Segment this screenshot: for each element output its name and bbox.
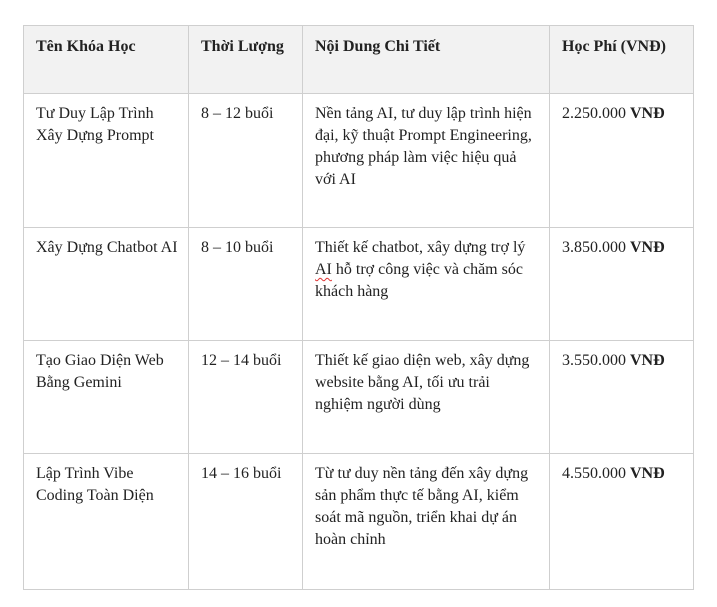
- course-table-container: [23, 25, 693, 590]
- cell-details: Từ tư duy nền tảng đến xây dựng sản phẩm thực tế bằng AI, kiểm soát mã nguồn, triển khai dự án hoàn chỉnh: [303, 454, 550, 590]
- cell-details: Thiết kế giao diện web, xây dựng website bằng AI, tối ưu trải nghiệm người dùng: [303, 341, 550, 454]
- header-course-name: Tên Khóa Học: [24, 26, 189, 94]
- cell-details: Nền tảng AI, tư duy lập trình hiện đại, kỹ thuật Prompt Engineering, phương pháp làm việc hiệu quả với AI: [303, 94, 550, 228]
- cell-duration: 8 – 10 buổi: [189, 228, 303, 341]
- fee-unit: VNĐ: [630, 465, 665, 482]
- header-fee: Học Phí (VNĐ): [550, 26, 694, 94]
- course-table: [23, 25, 694, 590]
- table-row: [24, 341, 694, 454]
- cell-details: [303, 228, 550, 341]
- table-header-row: [24, 26, 694, 94]
- cell-course-name: Lập Trình Vibe Coding Toàn Diện: [24, 454, 189, 590]
- table-row: [24, 228, 694, 341]
- fee-amount: 4.550.000: [562, 465, 626, 482]
- cell-fee: [550, 228, 694, 341]
- fee-amount: 2.250.000: [562, 105, 626, 122]
- table-row: [24, 454, 694, 590]
- spellcheck-flagged-word[interactable]: AI: [315, 261, 332, 278]
- table-row: [24, 94, 694, 228]
- cell-duration: 8 – 12 buổi: [189, 94, 303, 228]
- fee-unit: VNĐ: [630, 352, 665, 369]
- cell-fee: [550, 94, 694, 228]
- cell-course-name: Tạo Giao Diện Web Bằng Gemini: [24, 341, 189, 454]
- cell-course-name: Xây Dựng Chatbot AI: [24, 228, 189, 341]
- fee-amount: 3.850.000: [562, 239, 626, 256]
- cell-fee: [550, 454, 694, 590]
- fee-unit: VNĐ: [630, 239, 665, 256]
- details-text-start: Thiết kế chatbot, xây dựng trợ lý: [315, 239, 526, 256]
- cell-fee: [550, 341, 694, 454]
- cell-course-name: Tư Duy Lập Trình Xây Dựng Prompt: [24, 94, 189, 228]
- header-details: Nội Dung Chi Tiết: [303, 26, 550, 94]
- details-text-end: hỗ trợ công việc và chăm sóc khách hàng: [315, 261, 523, 300]
- cell-duration: 12 – 14 buổi: [189, 341, 303, 454]
- fee-unit: VNĐ: [630, 105, 665, 122]
- fee-amount: 3.550.000: [562, 352, 626, 369]
- cell-duration: 14 – 16 buổi: [189, 454, 303, 590]
- header-duration: Thời Lượng: [189, 26, 303, 94]
